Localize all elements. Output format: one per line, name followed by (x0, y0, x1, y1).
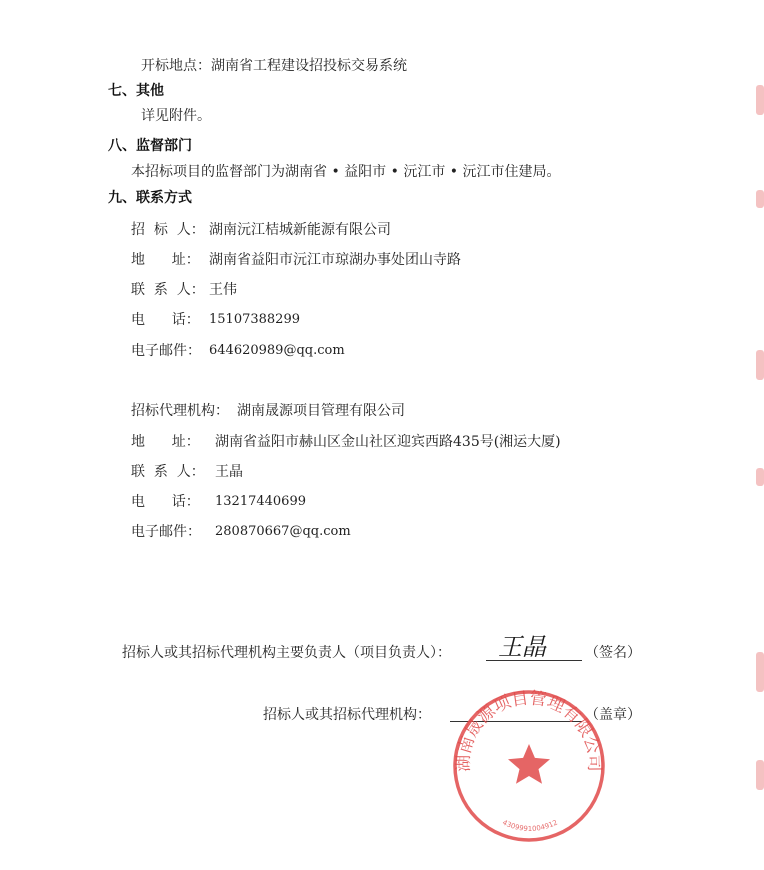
edge-seal-fragment (756, 760, 764, 790)
tenderer-phone: 15107388299 (209, 312, 300, 327)
agency-phone: 13217440699 (215, 494, 306, 509)
tenderer-name: 湖南沅江桔城新能源有限公司 (209, 222, 391, 238)
edge-seal-fragment (756, 190, 764, 208)
opening-location: 开标地点：湖南省工程建设招投标交易系统 (141, 58, 407, 74)
section8-body: 本招标项目的监督部门为湖南省 • 益阳市 • 沅江市 • 沅江市住建局。 (131, 164, 561, 180)
stamp-company-text: 湖南晟源项目管理有限公司 (453, 688, 605, 772)
tenderer-contact: 王伟 (209, 282, 237, 298)
edge-seal-fragment (756, 350, 764, 380)
tenderer-email[interactable]: 644620989@qq.com (209, 343, 345, 358)
section9-title: 九、联系方式 (108, 190, 192, 206)
signature-person-label: 招标人或其招标代理机构主要负责人（项目负责人）： (122, 645, 451, 661)
agency-address: 湖南省益阳市赫山区金山社区迎宾西路435号(湘运大厦) (215, 434, 561, 450)
tenderer-address: 湖南省益阳市沅江市琼湖办事处团山寺路 (209, 252, 461, 268)
section8-title: 八、监督部门 (108, 138, 192, 154)
tenderer-name-label: 招 标 人： (131, 222, 205, 238)
agency-email-label: 电子邮件： (131, 524, 201, 540)
section7-body: 详见附件。 (141, 108, 211, 124)
handwritten-signature: 王晶 (498, 633, 546, 661)
tenderer-phone-label: 电 话： (131, 312, 200, 328)
signature-org-label: 招标人或其招标代理机构： (263, 707, 431, 723)
tenderer-contact-label: 联 系 人： (131, 282, 205, 298)
agency-name-label: 招标代理机构： (131, 403, 229, 419)
agency-email[interactable]: 280870667@qq.com (215, 524, 351, 539)
agency-address-label: 地 址： (131, 434, 200, 450)
stamp-star-icon (508, 744, 550, 784)
agency-phone-label: 电 话： (131, 494, 200, 510)
sign-note: （签名） (585, 645, 641, 661)
stamp-code-text: 4309991004912 (501, 818, 559, 833)
section7-title: 七、其他 (108, 83, 164, 99)
company-stamp (449, 686, 609, 846)
edge-seal-fragment (756, 85, 764, 115)
edge-seal-fragment (756, 468, 764, 486)
agency-contact: 王晶 (215, 464, 243, 480)
agency-name: 湖南晟源项目管理有限公司 (237, 403, 405, 419)
tenderer-address-label: 地 址： (131, 252, 200, 268)
agency-contact-label: 联 系 人： (131, 464, 205, 480)
tenderer-email-label: 电子邮件： (131, 343, 201, 359)
edge-seal-fragment (756, 652, 764, 692)
seal-note: （盖章） (585, 707, 641, 723)
